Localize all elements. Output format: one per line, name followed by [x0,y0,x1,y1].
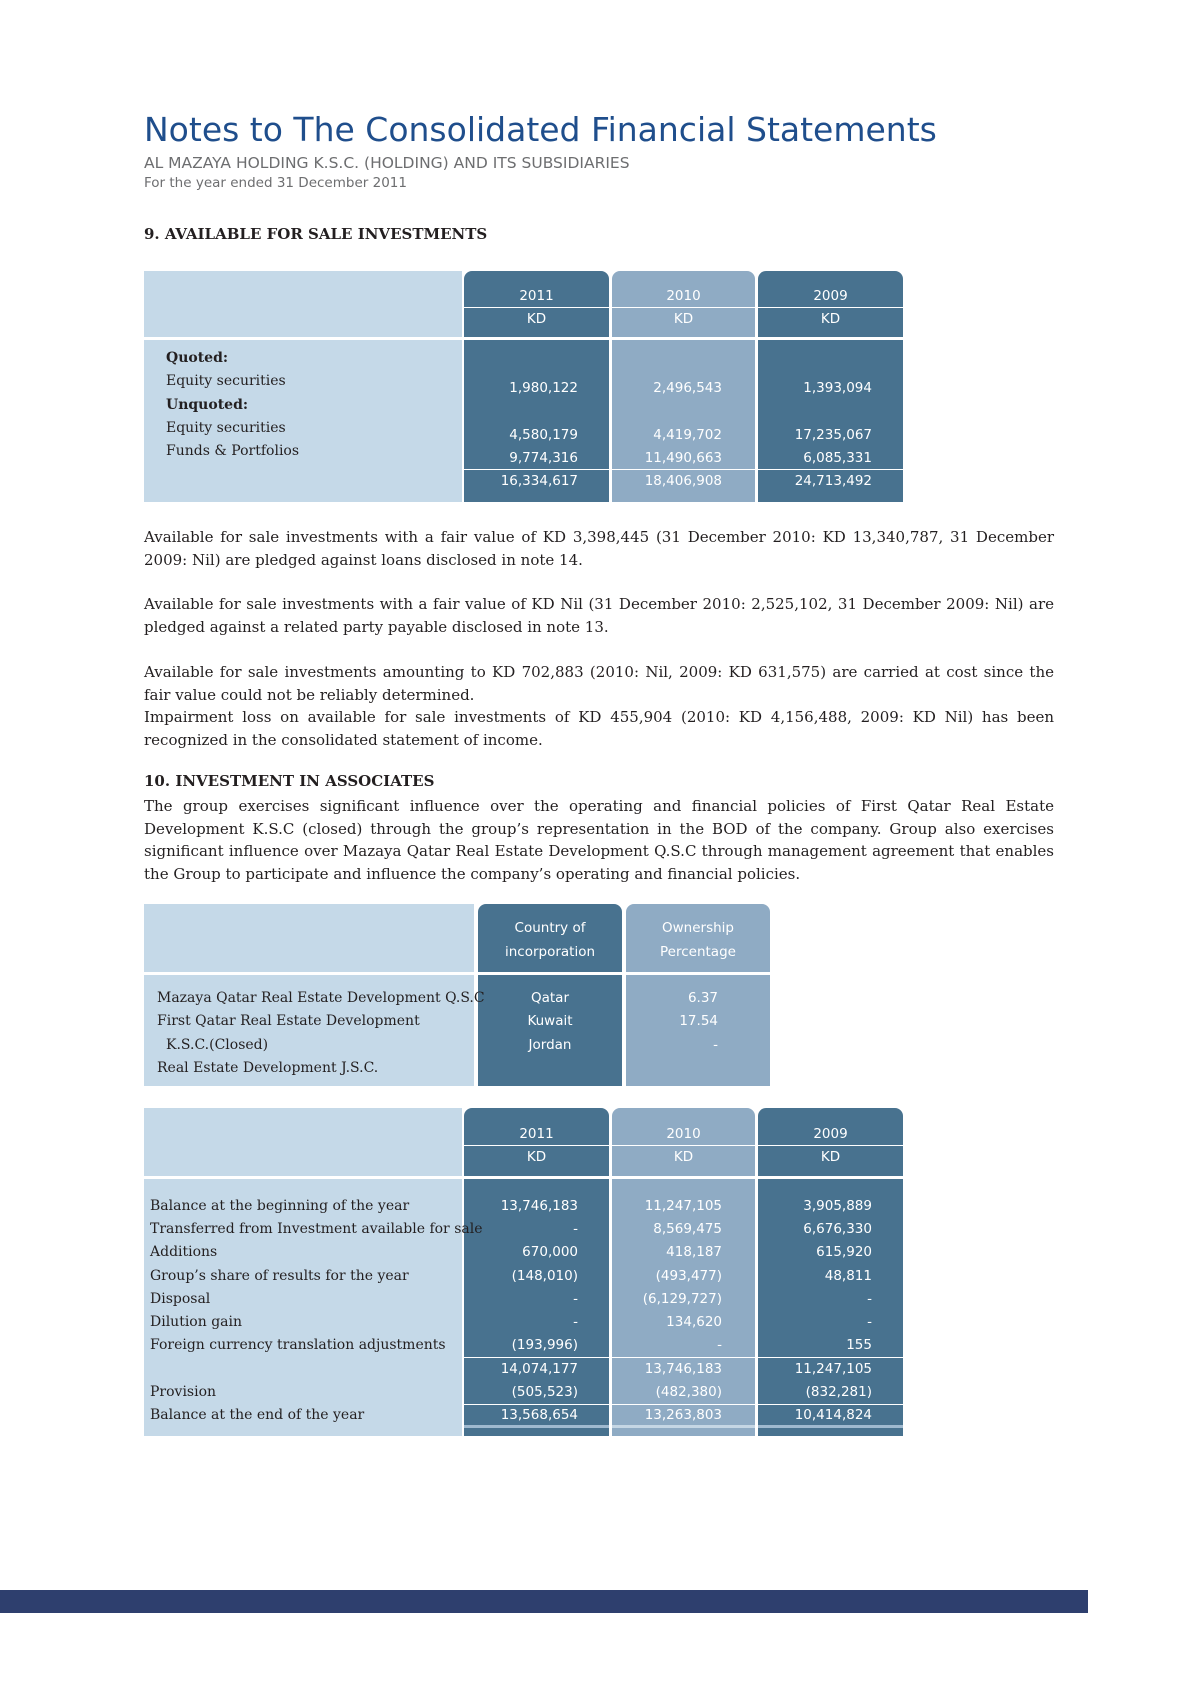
afs-label-quoted-equity: Equity securities [166,373,286,389]
move-subtotal-rule [758,1357,903,1358]
move-header-rule [144,1176,904,1179]
assoc-col-ownership-header-1: Ownership [662,920,734,936]
afs-unquoted-equity-2010: 4,419,702 [653,427,722,443]
move-label-disposal: Disposal [150,1291,211,1307]
move-header-divider [758,1145,903,1146]
move-value-2011: 13,746,183 [500,1198,578,1214]
move-unit-2011: KD [526,1149,547,1165]
move-value-2011: - [573,1221,578,1237]
move-label-dilution-gain: Dilution gain [150,1314,242,1330]
move-value-2011: (193,996) [511,1337,578,1353]
move-unit-2009: KD [820,1149,841,1165]
afs-funds-2010: 11,490,663 [644,450,722,466]
afs-label-funds: Funds & Portfolios [166,443,300,459]
afs-label-unquoted-equity: Equity securities [166,420,286,436]
assoc-pct-mazaya-qatar: 6.37 [687,990,718,1006]
move-label-provision: Provision [150,1384,217,1400]
move-value-2010: 8,569,475 [653,1221,722,1237]
move-value-2011: (148,010) [511,1268,578,1284]
afs-header-rule [144,337,904,340]
move-value-2011: 670,000 [522,1244,578,1260]
assoc-pct-real-estate-jsc: - [713,1037,718,1053]
move-double-rule [612,1425,755,1428]
assoc-country-qatar: Qatar [530,990,569,1006]
assoc-header-rule [144,972,771,975]
afs-funds-2011: 9,774,316 [509,450,578,466]
move-subtotal-2010: 13,746,183 [644,1361,722,1377]
move-value-2009: - [867,1314,872,1330]
move-year-2009: 2009 [813,1126,848,1142]
assoc-label-first-qatar: First Qatar Real Estate Development [157,1013,420,1029]
move-total-rule [464,1404,609,1405]
afs-paragraph-impairment: Impairment loss on available for sale investments of KD 455,904 (2010: KD 4,156,488, 2009: KD Nil) has been recognized in the consolidated statement of income. [144,708,1054,749]
assoc-label-real-estate-jsc: Real Estate Development J.S.C. [157,1060,379,1076]
assoc-pct-first-qatar: 17.54 [679,1013,718,1029]
afs-year-2011: 2011 [519,288,554,304]
move-provision-2010: (482,380) [655,1384,722,1400]
afs-paragraph-pledged-related-party: Available for sale investments with a fair value of KD Nil (31 December 2010: 2,525,102, 31 December 2009: Nil) are pledged against a related party payable disclosed in note 13. [144,595,1054,636]
assoc-label-mazaya-qatar: Mazaya Qatar Real Estate Development Q.S.C [157,990,485,1006]
assoc-col-country-header-1: Country of [514,920,586,936]
move-label-transferred: Transferred from Investment available for sale [150,1221,483,1237]
move-label-fx-adjustments: Foreign currency translation adjustments [150,1337,446,1353]
afs-header-divider [464,307,609,308]
move-label-share-of-results: Group’s share of results for the year [150,1268,409,1284]
afs-unit-2009: KD [820,311,841,327]
footer-bar [0,1590,1088,1613]
move-header-divider [464,1145,609,1146]
move-unit-2010: KD [673,1149,694,1165]
move-label-balance-beginning: Balance at the beginning of the year [150,1198,410,1214]
afs-total-2011: 16,334,617 [500,473,578,489]
move-balance-end-2011: 13,568,654 [500,1407,578,1423]
assoc-col-ownership-header-2: Percentage [660,944,736,960]
move-value-2010: (6,129,727) [642,1291,722,1307]
afs-unit-2011: KD [526,311,547,327]
move-double-rule [758,1425,903,1428]
afs-total-rule [758,469,903,470]
company-name: AL MAZAYA HOLDING K.S.C. (HOLDING) AND ITS SUBSIDIARIES [144,154,630,172]
afs-unit-2010: KD [673,311,694,327]
move-year-2010: 2010 [666,1126,701,1142]
move-subtotal-rule [612,1357,755,1358]
afs-total-rule [612,469,755,470]
move-value-2011: - [573,1314,578,1330]
move-label-balance-end: Balance at the end of the year [150,1407,365,1423]
afs-header-divider [758,307,903,308]
move-value-2009: - [867,1291,872,1307]
afs-quoted-equity-2011: 1,980,122 [509,380,578,396]
afs-paragraph-pledged-loans: Available for sale investments with a fair value of KD 3,398,445 (31 December 2010: KD 13,340,787, 31 December 2009: Nil) are pledged against loans disclosed in note 14. [144,528,1054,569]
move-value-2010: (493,477) [655,1268,722,1284]
page-title: Notes to The Consolidated Financial Statements [144,110,937,149]
afs-label-quoted: Quoted: [166,350,229,366]
move-subtotal-rule [464,1357,609,1358]
afs-quoted-equity-2010: 2,496,543 [653,380,722,396]
move-balance-end-2009: 10,414,824 [794,1407,872,1423]
move-provision-2011: (505,523) [511,1384,578,1400]
move-value-2009: 3,905,889 [803,1198,872,1214]
move-double-rule [464,1425,609,1428]
move-value-2009: 615,920 [816,1244,872,1260]
assoc-country-kuwait: Kuwait [527,1013,573,1029]
afs-quoted-equity-2009: 1,393,094 [803,380,872,396]
move-value-2010: 418,187 [666,1244,722,1260]
afs-funds-2009: 6,085,331 [803,450,872,466]
note9-heading: 9. AVAILABLE FOR SALE INVESTMENTS [144,225,488,243]
move-value-2009: 6,676,330 [803,1221,872,1237]
reporting-period: For the year ended 31 December 2011 [144,175,407,191]
move-subtotal-2011: 14,074,177 [500,1361,578,1377]
move-provision-2009: (832,281) [805,1384,872,1400]
move-label-additions: Additions [150,1244,218,1260]
assoc-country-jordan: Jordan [528,1037,572,1053]
afs-header-divider [612,307,755,308]
move-value-2011: - [573,1291,578,1307]
afs-total-rule [464,469,609,470]
afs-label-unquoted: Unquoted: [166,397,249,413]
afs-year-2010: 2010 [666,288,701,304]
afs-year-2009: 2009 [813,288,848,304]
afs-total-2010: 18,406,908 [644,473,722,489]
afs-unquoted-equity-2009: 17,235,067 [794,427,872,443]
move-year-2011: 2011 [519,1126,554,1142]
move-value-2010: 134,620 [666,1314,722,1330]
move-balance-end-2010: 13,263,803 [644,1407,722,1423]
move-value-2009: 48,811 [824,1268,872,1284]
note10-intro: The group exercises significant influence over the operating and financial policies of First Qatar Real Estate Development K.S.C (closed) through the group’s representation in the BOD of the company. Group also exercises significant influence over Mazaya Qatar Real Estate Development Q.S.C through management agreement that enables the Group to participate and influence the company’s operating and financial policies. [144,797,1054,883]
move-value-2009: 155 [846,1337,872,1353]
assoc-col-country-header-2: incorporation [504,944,596,960]
move-total-rule [758,1404,903,1405]
move-value-2010: 11,247,105 [644,1198,722,1214]
afs-unquoted-equity-2011: 4,580,179 [509,427,578,443]
move-header-divider [612,1145,755,1146]
move-total-rule [612,1404,755,1405]
afs-paragraph-at-cost: Available for sale investments amounting to KD 702,883 (2010: Nil, 2009: KD 631,575) are carried at cost since the fair value could not be reliably determined. [144,663,1054,704]
move-subtotal-2009: 11,247,105 [794,1361,872,1377]
assoc-label-first-qatar-suffix: K.S.C.(Closed) [166,1037,269,1053]
note10-heading: 10. INVESTMENT IN ASSOCIATES [144,772,435,790]
afs-total-2009: 24,713,492 [794,473,872,489]
move-value-2010: - [717,1337,722,1353]
